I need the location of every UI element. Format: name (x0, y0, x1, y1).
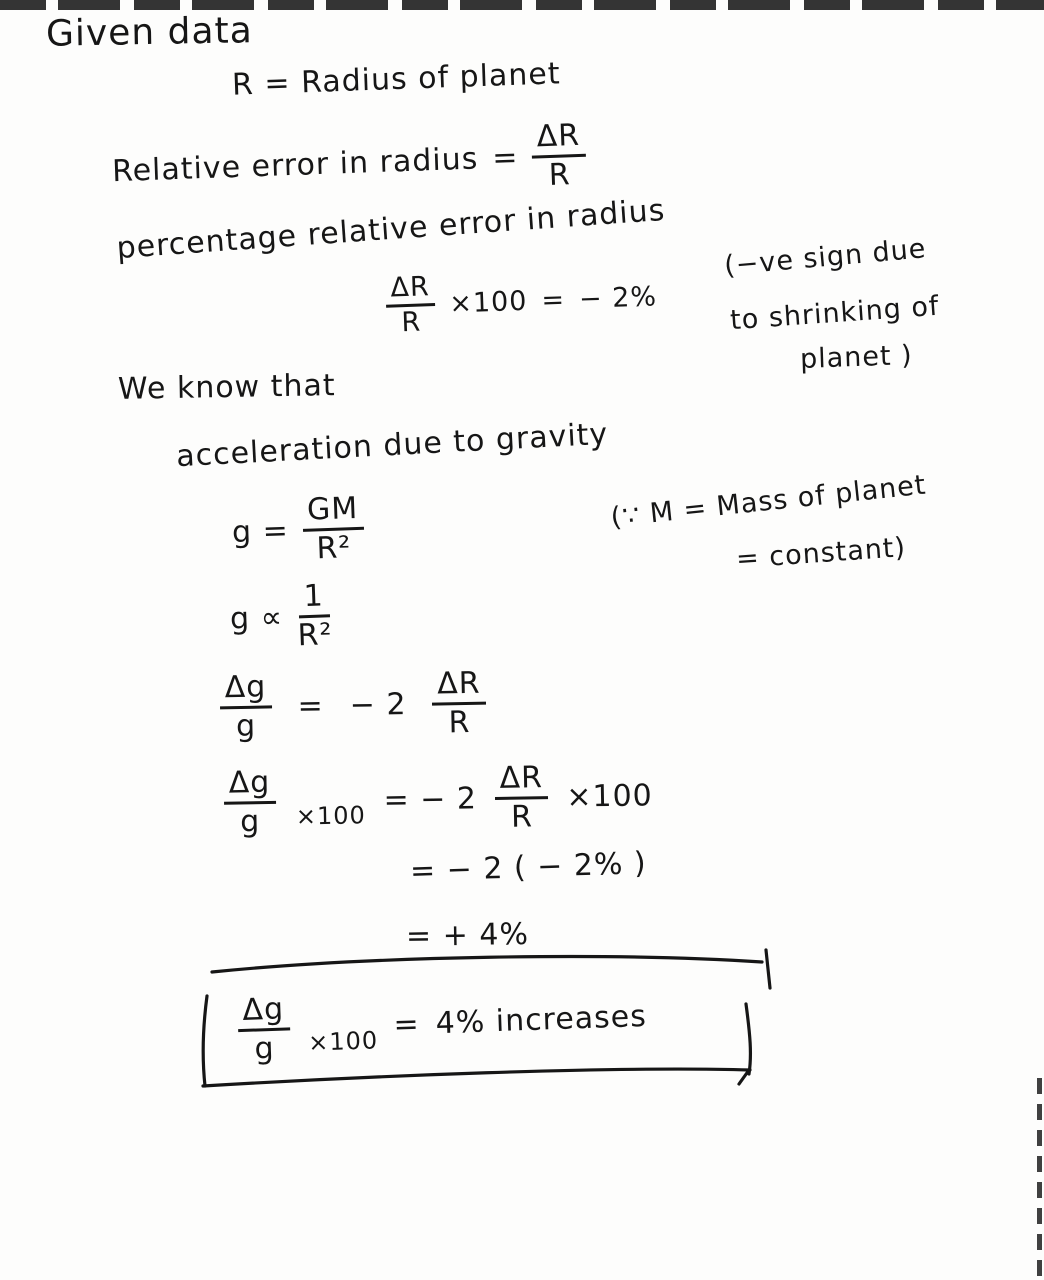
substitution-line: = − 2 ( − 2% ) (409, 845, 648, 890)
times-100: ×100 (566, 777, 654, 815)
minus-two-coefficient: − 2 (349, 686, 407, 723)
relative-error-line (111, 117, 587, 206)
g-equals-gm-over-r2 (231, 490, 365, 568)
fraction-denominator: g (235, 708, 257, 744)
acceleration-gravity-label: acceleration due to gravity (175, 416, 610, 475)
fraction-denominator: R² (315, 529, 352, 566)
heading-given-data: Given data (45, 10, 254, 55)
fraction-denominator: g (239, 803, 261, 839)
fraction-denominator: R² (297, 616, 334, 653)
delta-g-over-g-fraction (219, 671, 272, 742)
fraction-numerator: ΔR (385, 273, 435, 308)
we-know-that: We know that (117, 368, 336, 407)
fraction-numerator: Δg (237, 993, 290, 1031)
times-100: ×100 (307, 1026, 379, 1057)
fraction-numerator: Δg (219, 671, 271, 708)
scan-artifact-right-edge (1037, 1078, 1042, 1280)
final-answer (237, 979, 648, 1065)
percentage-error-label: percentage relative error in radius (115, 192, 667, 267)
fraction-numerator: ΔR (432, 668, 486, 705)
delta-g-over-g-fraction (237, 993, 291, 1065)
fraction-denominator: R (448, 704, 471, 740)
fraction-denominator: R (510, 798, 534, 835)
mass-constant-note-line1: (∵ M = Mass of planet (609, 469, 928, 534)
delta-r-over-r-fraction (432, 665, 487, 740)
scan-artifact-top-edge (0, 0, 1044, 10)
dg-over-g-times-100-equation (223, 758, 653, 837)
fraction-numerator: ΔR (494, 762, 548, 799)
negative-sign-note-line3: planet ) (799, 340, 914, 375)
equals-sign: = (491, 139, 519, 176)
fraction-denominator: R (400, 306, 422, 339)
equals-sign: = (540, 284, 566, 317)
equals-sign: = (297, 688, 325, 724)
radius-definition: R = Radius of planet (231, 56, 562, 103)
negative-sign-note-line1: (−ve sign due (723, 233, 928, 282)
relative-error-label: Relative error in radius (111, 140, 479, 189)
answer-value: 4% increases (435, 998, 648, 1041)
fraction-numerator: ΔR (531, 120, 586, 158)
g-proportional: g ∝ (229, 599, 284, 637)
mass-constant-note-line2: = constant) (735, 532, 907, 575)
equals-sign: = (392, 1006, 421, 1043)
result-plus-four-percent: = + 4% (405, 916, 530, 955)
delta-r-over-r-fraction (531, 117, 587, 193)
fraction-denominator: R (548, 156, 572, 193)
g-equals: g = (231, 512, 290, 550)
percentage-error-equation (385, 263, 658, 338)
minus-two-percent: − 2% (578, 281, 658, 316)
fraction-denominator: g (253, 1030, 276, 1067)
delta-r-over-r-fraction (385, 273, 436, 338)
dg-over-g-equation (219, 666, 486, 743)
delta-g-over-g-fraction (223, 764, 276, 839)
gm-over-r2-fraction (301, 490, 365, 566)
equals-minus-two: = − 2 (383, 780, 478, 818)
times-100: ×100 (448, 286, 528, 320)
one-over-r2-fraction (296, 580, 333, 651)
fraction-numerator: Δg (223, 767, 275, 804)
fraction-numerator: 1 (298, 580, 329, 618)
negative-sign-note-line2: to shrinking of (729, 290, 941, 337)
g-proportional-line (229, 580, 333, 654)
times-100: ×100 (295, 801, 367, 831)
fraction-numerator: GM (301, 493, 363, 532)
delta-r-over-r-fraction (494, 762, 549, 833)
